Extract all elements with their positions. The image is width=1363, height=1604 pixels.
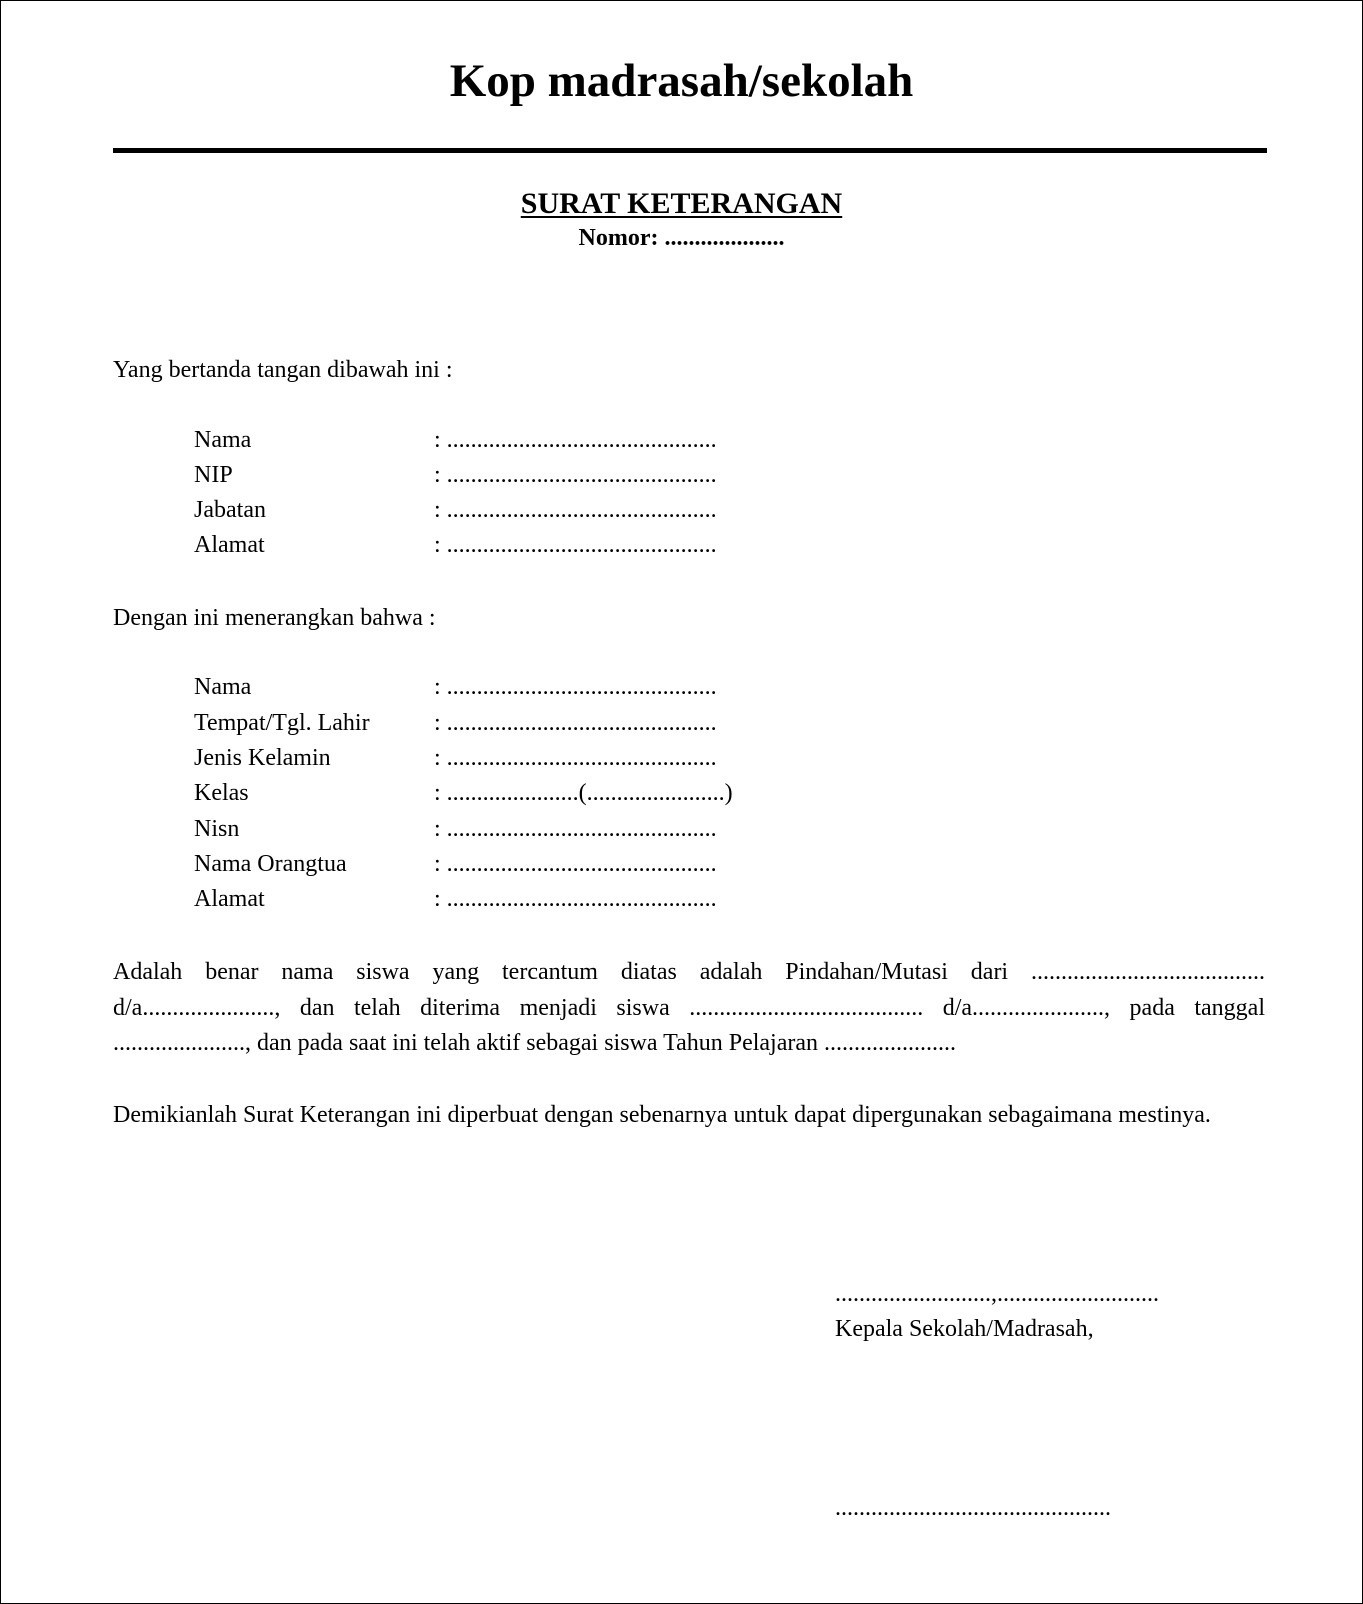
- letterhead-rule: [113, 148, 1267, 153]
- signer-field-label: Alamat: [194, 532, 265, 558]
- signer-field-label: Jabatan: [194, 497, 266, 523]
- signer-field-label: NIP: [194, 462, 233, 488]
- signature-name-line: ..............................................: [835, 1495, 1111, 1521]
- student-field-value: : .............................................: [434, 851, 717, 877]
- student-field-label: Jenis Kelamin: [194, 745, 331, 771]
- student-field-label: Nama: [194, 674, 252, 700]
- signature-position: Kepala Sekolah/Madrasah,: [835, 1316, 1094, 1342]
- document-number: Nomor: ....................: [578, 225, 785, 251]
- closing-paragraph: Demikianlah Surat Keterangan ini diperbuat dengan sebenarnya untuk dapat dipergunakan sebagaimana mestinya.: [113, 1102, 1211, 1128]
- signer-field-label: Nama: [194, 427, 252, 453]
- student-field-value: : .............................................: [434, 674, 717, 700]
- student-field-value: : ......................(.......................): [434, 780, 733, 806]
- letterhead-title: Kop madrasah/sekolah: [449, 55, 914, 107]
- signer-field-value: : .............................................: [434, 532, 717, 558]
- student-field-label: Nama Orangtua: [194, 851, 347, 877]
- document-title: [1, 187, 1362, 221]
- signer-field-value: : .............................................: [434, 427, 717, 453]
- student-field-label: Tempat/Tgl. Lahir: [194, 710, 370, 736]
- signer-field-value: : .............................................: [434, 497, 717, 523]
- statement-text: Dengan ini menerangkan bahwa :: [113, 605, 436, 631]
- student-field-value: : .............................................: [434, 710, 717, 736]
- student-field-value: : .............................................: [434, 745, 717, 771]
- signature-place-date: ..........................,...........................: [835, 1281, 1159, 1307]
- student-field-label: Nisn: [194, 816, 240, 842]
- intro-text: Yang bertanda tangan dibawah ini :: [113, 357, 453, 383]
- student-field-value: : .............................................: [434, 886, 717, 912]
- signer-field-value: : .............................................: [434, 462, 717, 488]
- body-paragraph: Adalah benar nama siswa yang tercantum diatas adalah Pindahan/Mutasi dari ....................................... d/a......................, dan telah diterima menjadi siswa ....................................... d/a......................, pada tanggal ......................, dan pada saat ini telah aktif sebagai siswa Tahun Pelajaran ......................: [113, 959, 1265, 1056]
- document-title-text: SURAT KETERANGAN: [520, 187, 843, 220]
- student-field-label: Kelas: [194, 780, 249, 806]
- student-field-label: Alamat: [194, 886, 265, 912]
- student-field-value: : .............................................: [434, 816, 717, 842]
